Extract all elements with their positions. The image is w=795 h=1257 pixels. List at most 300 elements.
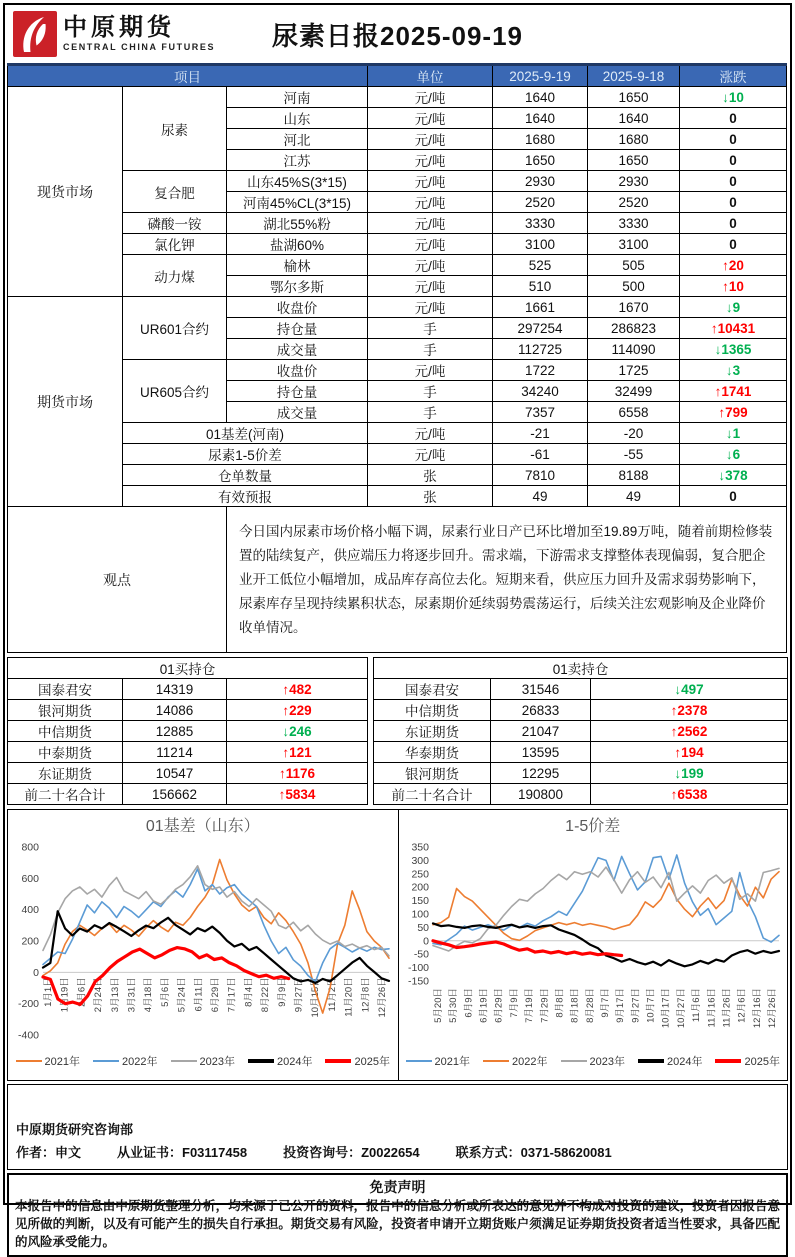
svg-text:1月1日: 1月1日 [42,977,54,1007]
change-cell: ↑20 [680,255,787,276]
item-cell: 盐湖60% [227,234,368,255]
unit-cell: 元/吨 [368,444,493,465]
svg-text:8月18日: 8月18日 [569,988,581,1023]
value-current: 3100 [493,234,588,255]
change-cell: 0 [680,129,787,150]
legend-swatch [16,1060,42,1063]
footer-box [7,1084,788,1170]
legend-swatch [638,1059,664,1062]
change-cell: ↓1 [680,423,787,444]
legend-swatch [483,1060,509,1063]
svg-text:12月26日: 12月26日 [766,988,778,1029]
change-cell: 0 [680,234,787,255]
positions-section [7,657,788,805]
table-header-row [374,658,788,679]
change-cell: ↑2378 [591,700,788,721]
table-row [8,721,368,742]
spread-chart-title: 1-5价差 [565,818,621,835]
broker-name: 中信期货 [374,700,491,721]
position-value: 11214 [123,742,227,763]
position-value: 13595 [491,742,591,763]
position-value: 12295 [491,763,591,784]
legend-label: 2021年 [434,1056,471,1068]
legend-swatch [406,1060,432,1063]
basis-chart-title: 01基差（山东） [145,818,260,835]
svg-text:50: 50 [417,921,429,934]
category-cell: 氯化钾 [123,234,227,255]
change-cell: ↓6 [680,444,787,465]
svg-text:11月26日: 11月26日 [721,988,733,1028]
value-previous: 500 [588,276,680,297]
table-row [374,742,788,763]
table-row [8,213,787,234]
legend-label: 2023年 [589,1056,625,1068]
svg-text:0: 0 [32,966,39,979]
legend-swatch [248,1059,274,1062]
long-positions-title: 01买持仓 [8,658,368,679]
svg-text:5月30日: 5月30日 [447,988,459,1023]
change-cell: 0 [680,171,787,192]
broker-name: 国泰君安 [8,679,123,700]
unit-cell: 元/吨 [368,171,493,192]
position-value: 190800 [491,784,591,805]
value-previous: 505 [588,255,680,276]
position-value: 26833 [491,700,591,721]
viewpoint-label: 观点 [8,507,227,653]
value-current: 525 [493,255,588,276]
table-row [8,171,787,192]
header-date-previous: 2025-9-18 [588,65,680,87]
change-cell: ↓1365 [680,339,787,360]
svg-text:12月16日: 12月16日 [751,988,763,1029]
svg-text:9月7日: 9月7日 [599,988,611,1018]
item-cell: 鄂尔多斯 [227,276,368,297]
svg-text:100: 100 [411,908,429,921]
svg-text:7月17日: 7月17日 [226,977,238,1013]
svg-text:3月13日: 3月13日 [109,977,121,1013]
table-row [8,444,787,465]
svg-text:-200: -200 [17,998,39,1011]
category-cell: UR601合约 [123,297,227,360]
svg-text:-400: -400 [17,1029,39,1042]
item-cell: 持仓量 [227,318,368,339]
value-current: 34240 [493,381,588,402]
value-previous: 49 [588,486,680,507]
value-current: 49 [493,486,588,507]
table-row [8,255,787,276]
svg-text:9月27日: 9月27日 [293,977,305,1013]
unit-cell: 元/吨 [368,234,493,255]
basis-chart [8,810,398,1080]
legend-swatch [715,1059,741,1063]
item-cell: 榆林 [227,255,368,276]
legend-label: 2022年 [122,1056,158,1068]
table-row [8,87,787,108]
table-row [8,700,368,721]
svg-text:600: 600 [21,872,39,885]
broker-name: 中泰期货 [8,742,123,763]
position-value: 12885 [123,721,227,742]
legend-item [638,1053,702,1069]
value-previous: 3330 [588,213,680,234]
change-cell: 0 [680,486,787,507]
svg-text:11月6日: 11月6日 [690,988,702,1023]
unit-cell: 手 [368,402,493,423]
logo-chinese-name: 中原期货 [63,15,175,41]
svg-text:6月29日: 6月29日 [209,977,221,1013]
broker-name: 银河期货 [8,700,123,721]
value-current: 297254 [493,318,588,339]
legend-item [715,1053,779,1069]
table-row [8,742,368,763]
footer-advisory-number: 投资咨询号：Z0022654 [283,1145,420,1160]
svg-text:400: 400 [21,904,39,917]
svg-text:2月6日: 2月6日 [76,977,88,1007]
change-cell: ↑121 [227,742,368,763]
unit-cell: 手 [368,318,493,339]
header-item: 项目 [8,65,368,87]
change-cell: ↓378 [680,465,787,486]
svg-text:-50: -50 [413,948,429,961]
unit-cell: 元/吨 [368,150,493,171]
unit-cell: 元/吨 [368,129,493,150]
change-cell: ↑2562 [591,721,788,742]
unit-cell: 手 [368,381,493,402]
position-value: 14319 [123,679,227,700]
legend-item [16,1053,80,1069]
legend-label: 2022年 [512,1056,548,1068]
category-cell: 磷酸一铵 [123,213,227,234]
value-current: 2520 [493,192,588,213]
svg-text:8月8日: 8月8日 [554,988,566,1018]
svg-text:350: 350 [411,841,429,854]
logo-english-name: CENTRAL CHINA FUTURES [63,42,216,52]
value-previous: 1650 [588,87,680,108]
long-positions-table [7,657,368,805]
table-row-total [374,784,788,805]
position-value: 14086 [123,700,227,721]
disclaimer-box [7,1173,788,1257]
footer-contact: 联系方式：0371-58620081 [455,1145,612,1160]
change-cell: ↑1176 [227,763,368,784]
change-cell: 0 [680,150,787,171]
item-cell: 成交量 [227,339,368,360]
item-cell: 收盘价 [227,297,368,318]
unit-cell: 元/吨 [368,255,493,276]
svg-text:200: 200 [411,881,429,894]
spread-chart-legend [399,1051,788,1071]
legend-item [171,1053,235,1069]
footer-license: 从业证书：F03117458 [117,1145,248,1160]
unit-cell: 元/吨 [368,297,493,318]
unit-cell: 元/吨 [368,192,493,213]
change-cell: 0 [680,192,787,213]
change-cell: ↑10431 [680,318,787,339]
change-cell: ↑229 [227,700,368,721]
legend-label: 2021年 [44,1056,81,1068]
value-previous: 1640 [588,108,680,129]
value-previous: 3100 [588,234,680,255]
legend-swatch [171,1060,197,1063]
svg-text:200: 200 [21,935,39,948]
item-cell: 河南 [227,87,368,108]
merged-label-cell: 仓单数量 [123,465,368,486]
position-value: 156662 [123,784,227,805]
broker-name: 国泰君安 [374,679,491,700]
change-cell: ↓9 [680,297,787,318]
svg-text:8月22日: 8月22日 [259,977,271,1013]
table-row [8,486,787,507]
unit-cell: 元/吨 [368,87,493,108]
item-cell: 持仓量 [227,381,368,402]
footer-author-line [16,1142,779,1161]
value-previous: 6558 [588,402,680,423]
table-row-total [8,784,368,805]
legend-label: 2023年 [199,1056,235,1068]
svg-text:6月19日: 6月19日 [478,988,490,1023]
svg-text:8月28日: 8月28日 [584,988,596,1023]
svg-text:5月20日: 5月20日 [432,988,444,1023]
svg-text:9月9日: 9月9日 [276,977,288,1007]
broker-name: 东证期货 [374,721,491,742]
basis-chart-legend [8,1051,398,1071]
svg-text:5月24日: 5月24日 [176,977,188,1013]
svg-text:250: 250 [411,868,429,881]
svg-text:5月6日: 5月6日 [159,977,171,1007]
value-current: 1640 [493,87,588,108]
svg-text:12月8日: 12月8日 [360,977,372,1013]
table-row [8,360,787,381]
report-frame [3,3,792,1250]
value-previous: -20 [588,423,680,444]
merged-label-cell: 尿素1-5价差 [123,444,368,465]
svg-text:6月11日: 6月11日 [193,977,205,1012]
change-cell: ↓199 [591,763,788,784]
legend-item [406,1053,470,1069]
value-previous: 2930 [588,171,680,192]
value-current: -61 [493,444,588,465]
disclaimer-title: 免责声明 [369,1179,426,1195]
basis-chart-canvas [9,839,397,1051]
change-cell: ↑194 [591,742,788,763]
header-change: 涨跌 [680,65,787,87]
item-cell: 湖北55%粉 [227,213,368,234]
value-current: 1640 [493,108,588,129]
svg-text:4月18日: 4月18日 [142,977,154,1013]
svg-text:-150: -150 [407,975,429,988]
position-value: 31546 [491,679,591,700]
legend-swatch [93,1060,119,1063]
svg-text:12月6日: 12月6日 [736,988,748,1023]
page-title: 尿素日报2025-09-19 [272,20,523,51]
svg-text:7月29日: 7月29日 [539,988,551,1023]
svg-text:8月4日: 8月4日 [243,977,255,1007]
value-current: -21 [493,423,588,444]
unit-cell: 元/吨 [368,423,493,444]
value-previous: 8188 [588,465,680,486]
svg-text:6月9日: 6月9日 [463,988,475,1018]
value-previous: 1725 [588,360,680,381]
table-row [8,679,368,700]
unit-cell: 手 [368,339,493,360]
change-cell: 0 [680,213,787,234]
svg-text:12月26日: 12月26日 [376,977,388,1018]
value-previous: 32499 [588,381,680,402]
change-cell: ↑799 [680,402,787,423]
change-cell: ↓497 [591,679,788,700]
svg-text:300: 300 [411,854,429,867]
category-cell: UR605合约 [123,360,227,423]
svg-text:1月19日: 1月19日 [59,977,71,1013]
table-row [374,763,788,784]
svg-text:11月16日: 11月16日 [706,988,718,1028]
svg-text:10月7日: 10月7日 [645,988,657,1023]
svg-text:10月17日: 10月17日 [660,988,672,1029]
svg-text:800: 800 [21,841,39,854]
unit-cell: 张 [368,486,493,507]
change-cell: ↑1741 [680,381,787,402]
item-cell: 山东45%S(3*15) [227,171,368,192]
legend-label: 2025年 [744,1056,780,1068]
svg-text:9月27日: 9月27日 [630,988,642,1023]
table-row [374,700,788,721]
table-row [374,679,788,700]
change-cell: ↓10 [680,87,787,108]
table-row [8,423,787,444]
change-cell: ↓3 [680,360,787,381]
svg-text:7月19日: 7月19日 [523,988,535,1023]
value-previous: 114090 [588,339,680,360]
table-row [8,297,787,318]
group-futures-market: 期货市场 [8,297,123,507]
value-current: 1661 [493,297,588,318]
table-row [8,465,787,486]
svg-text:150: 150 [411,895,429,908]
category-cell: 尿素 [123,87,227,171]
unit-cell: 元/吨 [368,276,493,297]
broker-name: 华泰期货 [374,742,491,763]
broker-name: 银河期货 [374,763,491,784]
svg-text:10月27日: 10月27日 [675,988,687,1029]
value-current: 112725 [493,339,588,360]
table-row [374,721,788,742]
value-current: 1650 [493,150,588,171]
viewpoint-text: 今日国内尿素市场价格小幅下调，尿素行业日产已环比增加至19.89万吨，随着前期检修装置的陆续复产，供应端压力将逐步回升。需求端，下游需求支撑整体表现偏弱，复合肥企业开工低位小幅增加，成品库存高位去化。短期来看，供应压力回升及需求弱势影响下，尿素库存呈现持续累积状态，尿素期价延续弱势震荡运行，后续关注宏观影响及企业降价收单情况。 [227,507,787,653]
header-date-current: 2025-9-19 [493,65,588,87]
value-current: 3330 [493,213,588,234]
svg-text:9月17日: 9月17日 [614,988,626,1023]
category-cell: 动力煤 [123,255,227,297]
table-header-row [8,65,787,87]
svg-text:10月15日: 10月15日 [309,977,321,1018]
change-cell: ↓246 [227,721,368,742]
unit-cell: 元/吨 [368,108,493,129]
table-row [8,234,787,255]
svg-text:11月2日: 11月2日 [326,977,338,1012]
item-cell: 山东 [227,108,368,129]
merged-label-cell: 有效预报 [123,486,368,507]
change-cell: ↑6538 [591,784,788,805]
value-previous: 286823 [588,318,680,339]
broker-name: 东证期货 [8,763,123,784]
spread-chart-canvas [399,839,787,1051]
svg-text:6月29日: 6月29日 [493,988,505,1023]
legend-swatch [561,1060,587,1063]
table-row [8,763,368,784]
change-cell: ↑482 [227,679,368,700]
short-positions-table [373,657,788,805]
legend-item [483,1053,547,1069]
value-current: 7810 [493,465,588,486]
spread-chart [398,810,788,1080]
value-current: 510 [493,276,588,297]
item-cell: 收盘价 [227,360,368,381]
legend-label: 2024年 [666,1056,703,1068]
item-cell: 河南45%CL(3*15) [227,192,368,213]
legend-item [248,1053,312,1069]
merged-label-cell: 01基差(河南) [123,423,368,444]
footer-author: 作者：申文 [16,1145,82,1160]
short-positions-title: 01卖持仓 [374,658,788,679]
broker-name: 前二十名合计 [374,784,491,805]
item-cell: 成交量 [227,402,368,423]
category-cell: 复合肥 [123,171,227,213]
unit-cell: 张 [368,465,493,486]
svg-text:3月31日: 3月31日 [126,977,138,1013]
market-data-table [7,63,787,653]
footer-department: 中原期货研究咨询部 [16,1122,134,1137]
change-cell: 0 [680,108,787,129]
broker-name: 前二十名合计 [8,784,123,805]
group-spot-market: 现货市场 [8,87,123,297]
legend-item [93,1053,157,1069]
position-value: 10547 [123,763,227,784]
header-band [7,5,788,63]
charts-section [7,809,788,1081]
value-previous: 1680 [588,129,680,150]
value-previous: 1670 [588,297,680,318]
legend-label: 2025年 [354,1056,390,1068]
value-current: 1722 [493,360,588,381]
svg-text:-100: -100 [407,962,429,975]
position-value: 21047 [491,721,591,742]
svg-text:2月24日: 2月24日 [92,977,104,1013]
legend-item [325,1053,389,1069]
header-unit: 单位 [368,65,493,87]
value-current: 1680 [493,129,588,150]
viewpoint-row [8,507,787,653]
svg-text:11月20日: 11月20日 [343,977,355,1017]
disclaimer-text: 本报告中的信息由中原期货整理分析，均来源于已公开的资料，报告中的信息分析或所表达的意见并不构成对投资的建议，投资者因报告意见所做的判断，以及有可能产生的损失自行承担。期货交易有风险，投资者申请开立期货账户须满足证券期货投资者适当性要求，具备匹配的风险承受能力。 [15,1199,780,1250]
value-current: 7357 [493,402,588,423]
legend-label: 2024年 [276,1056,313,1068]
value-current: 2930 [493,171,588,192]
value-previous: -55 [588,444,680,465]
item-cell: 江苏 [227,150,368,171]
table-header-row [8,658,368,679]
value-previous: 1650 [588,150,680,171]
change-cell: ↑10 [680,276,787,297]
unit-cell: 元/吨 [368,213,493,234]
legend-item [561,1053,625,1069]
svg-text:0: 0 [422,935,429,948]
broker-name: 中信期货 [8,721,123,742]
value-previous: 2520 [588,192,680,213]
legend-swatch [325,1059,351,1063]
item-cell: 河北 [227,129,368,150]
svg-text:7月9日: 7月9日 [508,988,520,1018]
unit-cell: 元/吨 [368,360,493,381]
